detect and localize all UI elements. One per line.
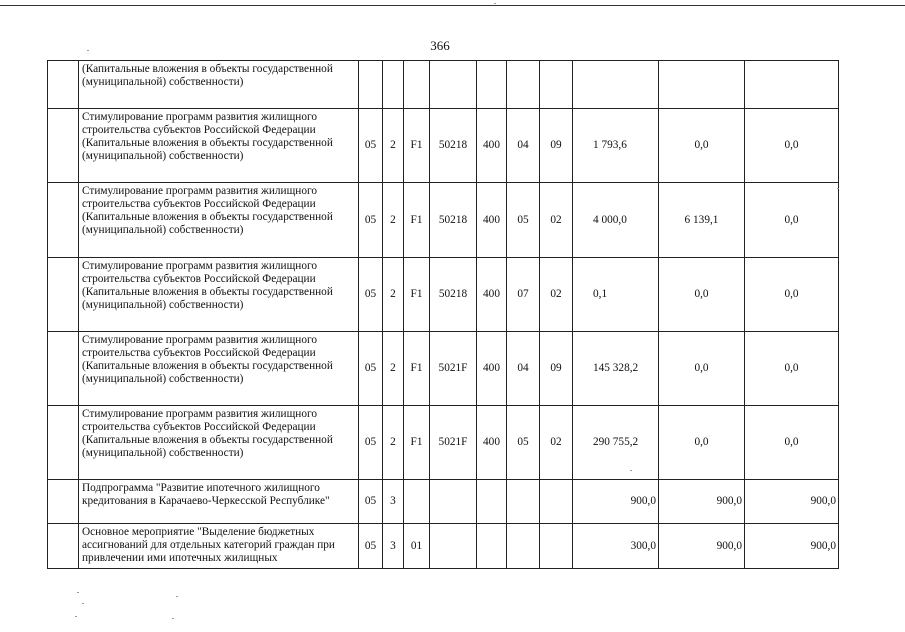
budget-table-body [48, 61, 839, 569]
code-cell-6: 05 [507, 183, 540, 258]
code-cell-1: 05 [359, 524, 383, 569]
code-cell-7 [540, 480, 573, 524]
code-cell-1: 05 [359, 332, 383, 406]
code-cell-3: F1 [404, 109, 430, 183]
amount-cell-year1 [573, 61, 659, 109]
scan-speck [77, 592, 79, 593]
code-cell-6: 05 [507, 406, 540, 480]
amount-cell-year2: 0,0 [659, 109, 745, 183]
amount-cell-year3: 0,0 [745, 406, 839, 480]
table-row [48, 406, 839, 480]
item-name-cell: Стимулирование программ развития жилищного строительства субъектов Российской Федерации (Капитальные вложения в объекты государственной (муниципальной) собственности) [79, 406, 359, 480]
code-cell-1: 05 [359, 109, 383, 183]
code-cell-2: 2 [383, 332, 404, 406]
code-cell-6: 04 [507, 332, 540, 406]
amount-cell-year2: 0,0 [659, 406, 745, 480]
code-cell-5: 400 [477, 258, 507, 332]
table-row [48, 258, 839, 332]
scan-speck [75, 616, 77, 617]
amount-cell-year1: 4 000,0 [573, 183, 659, 258]
code-cell-4 [430, 480, 477, 524]
code-cell-4: 50218 [430, 109, 477, 183]
scan-speck [494, 3, 496, 4]
blank-cell [48, 524, 79, 569]
code-cell-6 [507, 61, 540, 109]
amount-cell-year3 [745, 61, 839, 109]
code-cell-1: 05 [359, 480, 383, 524]
blank-cell [48, 109, 79, 183]
code-cell-7 [540, 524, 573, 569]
scan-speck [87, 50, 89, 51]
code-cell-4: 50218 [430, 258, 477, 332]
code-cell-3 [404, 61, 430, 109]
item-name-cell: Стимулирование программ развития жилищного строительства субъектов Российской Федерации (Капитальные вложения в объекты государственной (муниципальной) собственности) [79, 109, 359, 183]
code-cell-4: 50218 [430, 183, 477, 258]
code-cell-1 [359, 61, 383, 109]
code-cell-2: 3 [383, 480, 404, 524]
table-row [48, 332, 839, 406]
code-cell-3: F1 [404, 406, 430, 480]
item-name-cell: Стимулирование программ развития жилищного строительства субъектов Российской Федерации (Капитальные вложения в объекты государственной (муниципальной) собственности) [79, 258, 359, 332]
code-cell-6 [507, 480, 540, 524]
code-cell-5 [477, 61, 507, 109]
code-cell-5: 400 [477, 183, 507, 258]
code-cell-4 [430, 61, 477, 109]
amount-cell-year3: 0,0 [745, 258, 839, 332]
code-cell-2: 2 [383, 258, 404, 332]
amount-cell-year2: 0,0 [659, 332, 745, 406]
code-cell-2: 2 [383, 109, 404, 183]
page-top-edge [0, 5, 905, 6]
code-cell-5 [477, 480, 507, 524]
code-cell-7: 02 [540, 258, 573, 332]
code-cell-5 [477, 524, 507, 569]
code-cell-2: 3 [383, 524, 404, 569]
amount-cell-year1: 145 328,2 [573, 332, 659, 406]
table-row [48, 524, 839, 569]
code-cell-7: 09 [540, 332, 573, 406]
amount-cell-year2: 900,0 [659, 524, 745, 569]
code-cell-7: 02 [540, 183, 573, 258]
code-cell-2: 2 [383, 406, 404, 480]
scan-speck [837, 188, 839, 189]
amount-cell-year1: 0,1 [573, 258, 659, 332]
amount-cell-year3: 0,0 [745, 183, 839, 258]
page-number: 366 [430, 38, 450, 53]
amount-cell-year3: 0,0 [745, 332, 839, 406]
scan-speck [82, 603, 84, 604]
code-cell-6: 04 [507, 109, 540, 183]
code-cell-1: 05 [359, 183, 383, 258]
blank-cell [48, 258, 79, 332]
item-name-cell: (Капитальные вложения в объекты государственной (муниципальной) собственности) [79, 61, 359, 109]
blank-cell [48, 406, 79, 480]
scan-speck [176, 596, 178, 597]
table-row [48, 109, 839, 183]
amount-cell-year1: 900,0 [573, 480, 659, 524]
table-row [48, 480, 839, 524]
amount-cell-year1: 1 793,6 [573, 109, 659, 183]
amount-cell-year3: 900,0 [745, 480, 839, 524]
scan-speck [172, 618, 174, 619]
code-cell-3: 01 [404, 524, 430, 569]
code-cell-4: 5021F [430, 332, 477, 406]
code-cell-3: F1 [404, 258, 430, 332]
amount-cell-year2: 900,0 [659, 480, 745, 524]
table-row [48, 61, 839, 109]
item-name-cell: Основное мероприятие "Выделение бюджетных ассигнований для отдельных категорий граждан при привлечении ими ипотечных жилищных [79, 524, 359, 569]
code-cell-5: 400 [477, 332, 507, 406]
code-cell-5: 400 [477, 406, 507, 480]
amount-cell-year2: 0,0 [659, 258, 745, 332]
blank-cell [48, 480, 79, 524]
code-cell-7 [540, 61, 573, 109]
scan-speck [630, 470, 632, 471]
code-cell-7: 02 [540, 406, 573, 480]
code-cell-4: 5021F [430, 406, 477, 480]
blank-cell [48, 183, 79, 258]
item-name-cell: Стимулирование программ развития жилищного строительства субъектов Российской Федерации (Капитальные вложения в объекты государственной (муниципальной) собственности) [79, 183, 359, 258]
amount-cell-year2: 6 139,1 [659, 183, 745, 258]
code-cell-2: 2 [383, 183, 404, 258]
amount-cell-year2 [659, 61, 745, 109]
blank-cell [48, 332, 79, 406]
code-cell-3 [404, 480, 430, 524]
budget-table [47, 60, 839, 569]
item-name-cell: Подпрограмма "Развитие ипотечного жилищного кредитования в Карачаево-Черкесской Республике" [79, 480, 359, 524]
code-cell-5: 400 [477, 109, 507, 183]
code-cell-7: 09 [540, 109, 573, 183]
table-row [48, 183, 839, 258]
code-cell-6: 07 [507, 258, 540, 332]
code-cell-3: F1 [404, 183, 430, 258]
code-cell-3: F1 [404, 332, 430, 406]
code-cell-2 [383, 61, 404, 109]
blank-cell [48, 61, 79, 109]
amount-cell-year3: 0,0 [745, 109, 839, 183]
code-cell-6 [507, 524, 540, 569]
amount-cell-year3: 900,0 [745, 524, 839, 569]
code-cell-1: 05 [359, 406, 383, 480]
amount-cell-year1: 290 755,2 [573, 406, 659, 480]
item-name-cell: Стимулирование программ развития жилищного строительства субъектов Российской Федерации (Капитальные вложения в объекты государственной (муниципальной) собственности) [79, 332, 359, 406]
amount-cell-year1: 300,0 [573, 524, 659, 569]
code-cell-4 [430, 524, 477, 569]
code-cell-1: 05 [359, 258, 383, 332]
